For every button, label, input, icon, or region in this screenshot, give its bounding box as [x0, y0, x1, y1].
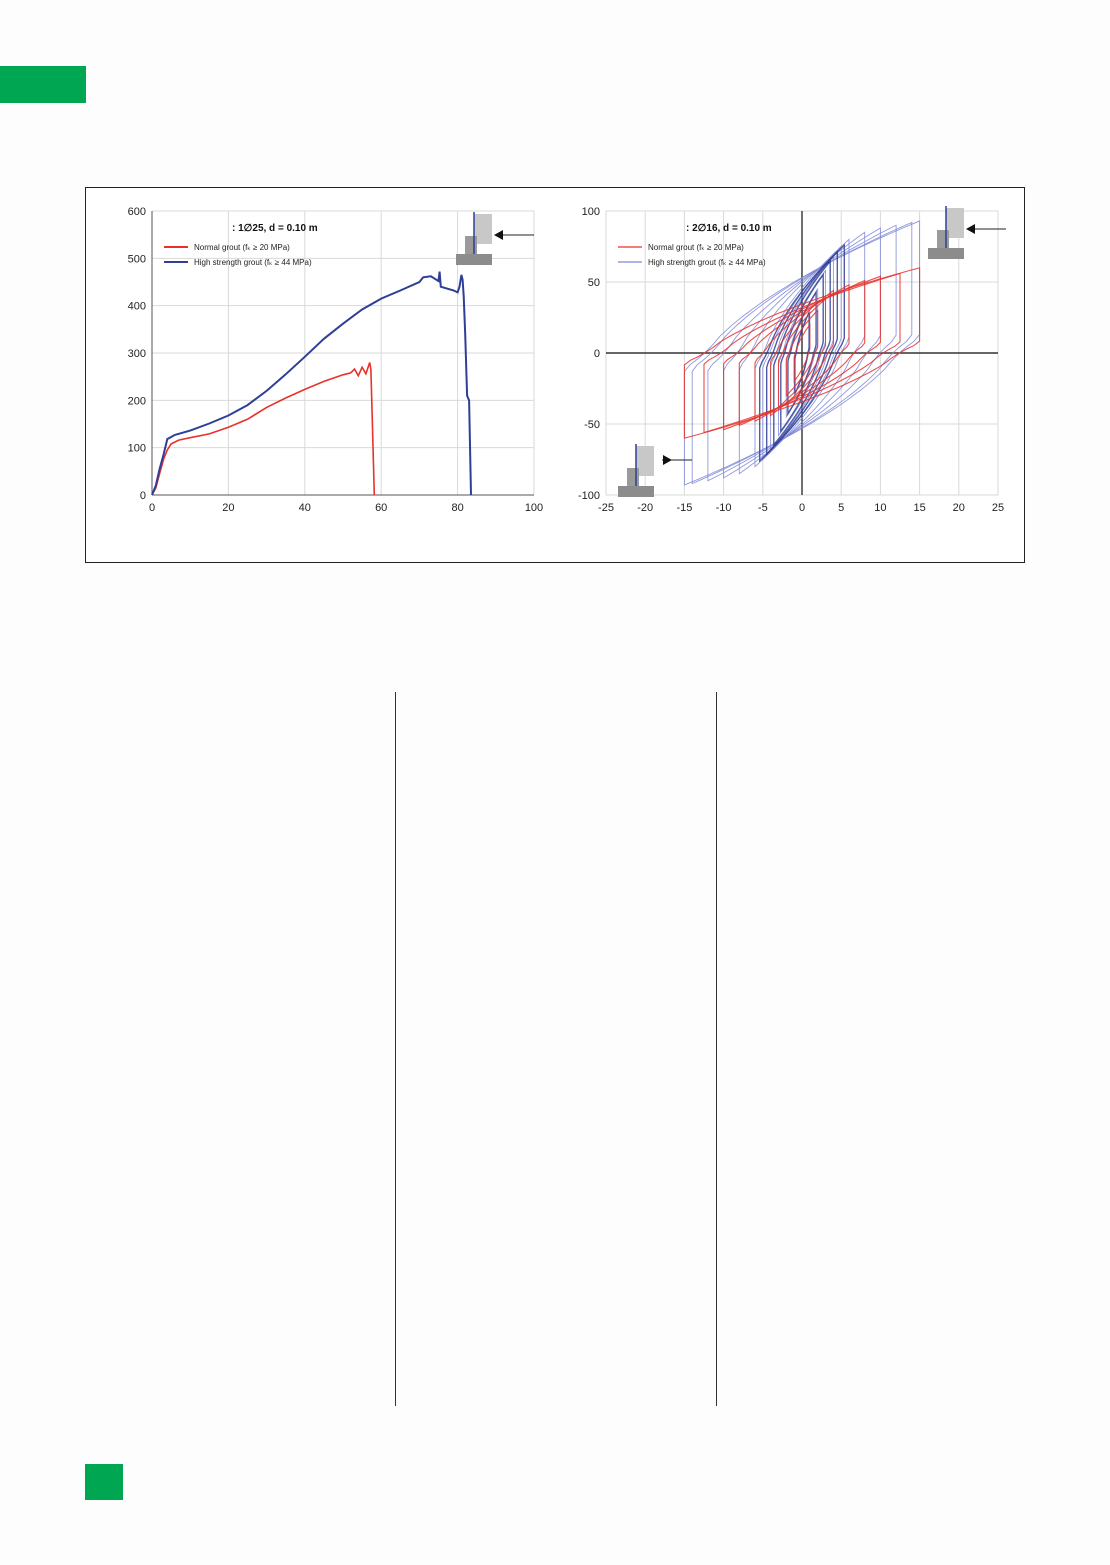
y-tick-label: 600: [127, 206, 146, 218]
x-tick-label: -25: [598, 502, 614, 514]
figure-frame: [85, 187, 1025, 563]
x-tick-label: -10: [715, 502, 732, 514]
x-tick-label: 20: [952, 502, 965, 514]
x-tick-label: -15: [676, 502, 693, 514]
column-divider-2: [716, 692, 717, 1406]
specimen-base-icon: [456, 254, 492, 265]
y-tick-label: 400: [127, 300, 146, 313]
y-tick-label: -100: [577, 490, 600, 502]
y-tick-label: 0: [593, 348, 600, 360]
x-tick-label: 5: [838, 502, 845, 514]
x-tick-label: 40: [298, 502, 311, 514]
y-tick-label: 100: [127, 442, 146, 455]
chart-title: : 2∅16, d = 0.10 m: [686, 223, 772, 234]
x-tick-label: -5: [757, 502, 768, 514]
y-tick-label: 100: [581, 206, 600, 218]
specimen-base-icon: [928, 248, 964, 259]
y-tick-label: -50: [584, 419, 600, 431]
x-tick-label: 20: [222, 502, 235, 514]
x-tick-label: -20: [637, 502, 654, 514]
legend-label: Normal grout (fₖ ≥ 20 MPa): [194, 243, 290, 252]
y-tick-label: 0: [139, 490, 146, 502]
x-tick-label: 10: [874, 502, 887, 514]
x-tick-label: 100: [524, 502, 544, 514]
x-tick-label: 0: [798, 502, 806, 514]
specimen-base-icon: [618, 486, 654, 497]
legend-label: High strength grout (fₖ ≥ 44 MPa): [648, 258, 766, 267]
chart-1: [128, 206, 544, 514]
chart-2: [578, 206, 1006, 514]
header-accent-tab: [0, 66, 86, 103]
y-tick-label: 50: [587, 277, 600, 289]
x-tick-label: 80: [451, 502, 464, 514]
x-tick-label: 15: [913, 502, 926, 514]
y-tick-label: 200: [127, 395, 146, 408]
x-tick-label: 25: [991, 502, 1005, 514]
figure-svg: [86, 188, 1024, 562]
footer-accent-square: [85, 1464, 123, 1500]
x-tick-label: 60: [375, 502, 388, 514]
x-tick-label: 0: [148, 502, 156, 514]
legend-label: High strength grout (fₖ ≥ 44 MPa): [194, 258, 312, 267]
y-tick-label: 300: [127, 348, 146, 360]
y-tick-label: 500: [127, 253, 146, 266]
legend-label: Normal grout (fₖ ≥ 20 MPa): [648, 243, 744, 252]
column-divider-1: [395, 692, 396, 1406]
chart-title: : 1∅25, d = 0.10 m: [232, 223, 318, 234]
